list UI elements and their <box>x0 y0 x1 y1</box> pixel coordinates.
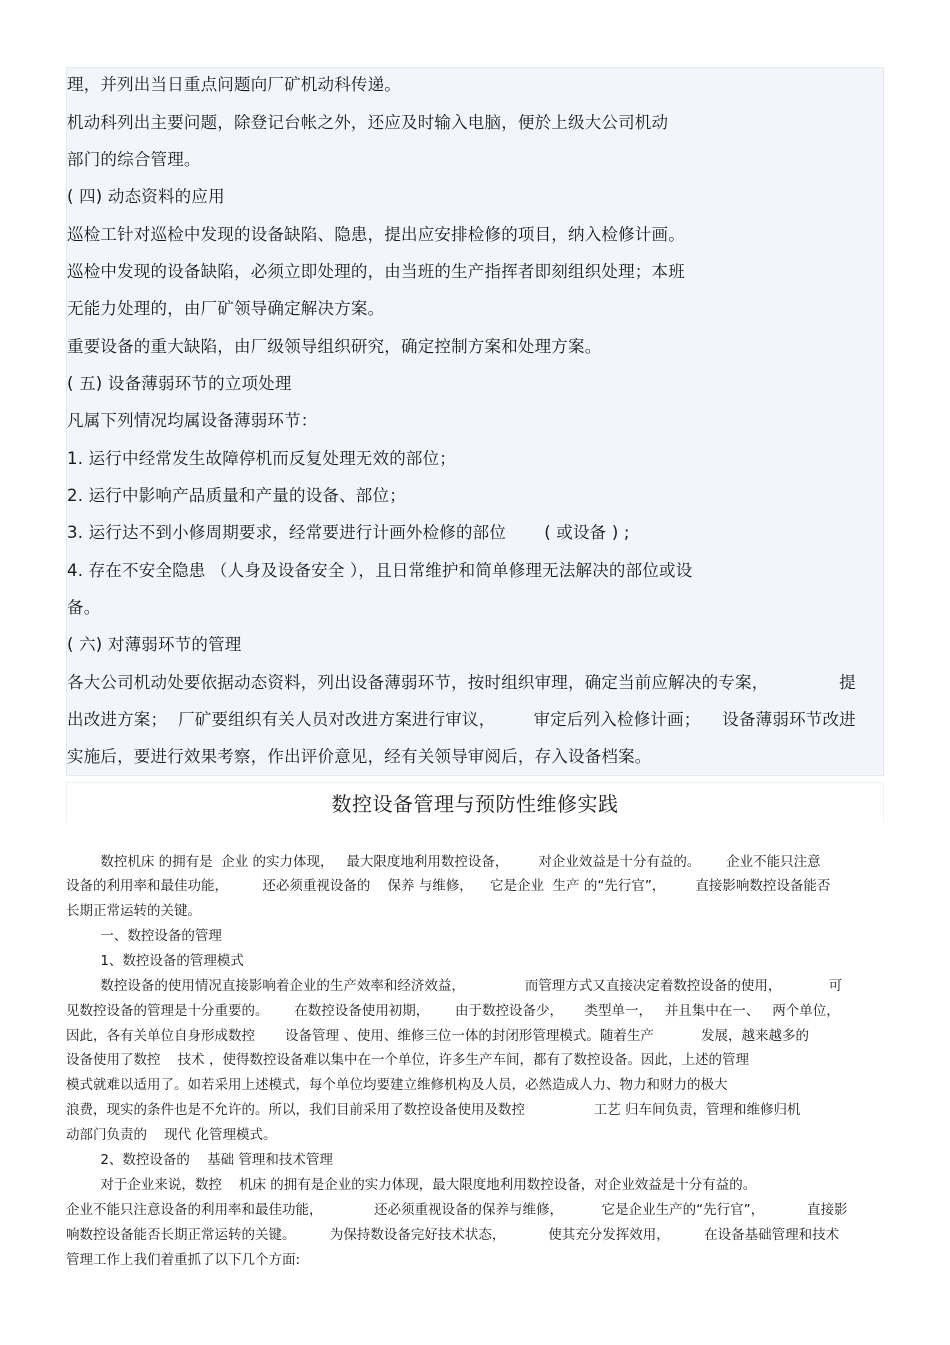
text-line: 数控设备的使用情况直接影响着企业的生产效率和经济效益， 而管理方式又直接决定着数控设备的使用， 可 <box>66 978 843 994</box>
subsection-heading: 2、数控设备的 基础 管理和技术管理 <box>66 1152 333 1168</box>
text-line: 因此，各有关单位自身形成数控 设备管理 、使用、维修三位一体的封闭形管理模式。随着生产 发展，越来越多的 <box>66 1028 810 1044</box>
text-line: 部门的综合管理。 <box>67 150 201 169</box>
text-line: 企业不能只注意设备的利用率和最佳功能， 还必须重视设备的保养与维修， 它是企业生产的“先行官”， 直接影 <box>66 1202 848 1218</box>
section-heading: ( 五) 设备薄弱环节的立项处理 <box>67 374 292 393</box>
text-line: 机动科列出主要问题，除登记台帐之外，还应及时输入电脑，便於上级大公司机动 <box>67 113 669 132</box>
section-heading: 一、数控设备的管理 <box>66 928 222 944</box>
text-line: 见数控设备的管理是十分重要的。 在数控设备使用初期， 由于数控设备少， 类型单一， 并且集中在一、 两个单位， <box>66 1003 840 1019</box>
text-line: 出改进方案； 厂矿要组织有关人员对改进方案进行审议， 审定后列入检修计画； 设备薄弱环节改进 <box>67 710 856 729</box>
text-line: 设备的利用率和最佳功能， 还必须重视设备的 保养 与维修， 它是企业 生产 的“先行官”， 直接影响数控设备能否 <box>66 878 831 894</box>
section-heading: ( 六) 对薄弱环节的管理 <box>67 635 242 654</box>
article-title-box <box>66 782 884 823</box>
text-line: 响数控设备能否长期正常运转的关键。 为保持数设备完好技术状态， 使其充分发挥效用， 在设备基础管理和技术 <box>66 1227 840 1243</box>
text-line: 对于企业来说，数控 机床 的拥有是企业的实力体现，最大限度地利用数控设备，对企业效益是十分有益的。 <box>66 1177 757 1193</box>
text-line: 理，并列出当日重点问题向厂矿机动科传递。 <box>67 75 401 94</box>
list-item: 1. 运行中经常发生故障停机而反复处理无效的部位； <box>67 449 456 468</box>
text-line: 长期正常运转的关键。 <box>66 903 201 919</box>
text-line: 无能力处理的，由厂矿领导确定解决方案。 <box>67 299 385 318</box>
text-line: 浪费，现实的条件也是不允许的。所以，我们目前采用了数控设备使用及数控 工艺 归车间负责，管理和维修归机 <box>66 1102 801 1118</box>
text-line: 凡属下列情况均属设备薄弱环节： <box>67 411 318 430</box>
text-line: 重要设备的重大缺陷，由厂级领导组织研究，确定控制方案和处理方案。 <box>67 337 602 356</box>
list-item: 2. 运行中影响产品质量和产量的设备、部位； <box>67 486 406 505</box>
subsection-heading: 1、数控设备的管理模式 <box>66 953 244 969</box>
list-item: 4. 存在不安全隐患 （人身及设备安全 ），且日常维护和简单修理无法解决的部位或设 <box>67 561 693 580</box>
section-heading: ( 四) 动态资料的应用 <box>67 187 225 206</box>
article-title: 数控设备管理与预防性维修实践 <box>331 792 619 816</box>
upper-text-block <box>66 67 884 776</box>
text-line: 数控机床 的拥有是 企业 的实力体现， 最大限度地利用数控设备， 对企业效益是十分有益的。 企业不能只注意 <box>66 854 821 870</box>
text-line: 巡检工针对巡检中发现的设备缺陷、隐患，提出应安排检修的项目，纳入检修计画。 <box>67 225 685 244</box>
text-line: 巡检中发现的设备缺陷，必须立即处理的，由当班的生产指挥者即刻组织处理；本班 <box>67 262 685 281</box>
text-line: 管理工作上我们着重抓了以下几个方面: <box>66 1252 301 1268</box>
text-line: 备。 <box>67 598 101 617</box>
text-line: 实施后，要进行效果考察，作出评价意见，经有关领导审阅后，存入设备档案。 <box>67 747 652 766</box>
text-line: 动部门负责的 现代 化管理模式。 <box>66 1127 277 1143</box>
list-item: 3. 运行达不到小修周期要求，经常要进行计画外检修的部位 ( 或设备 ) ; <box>67 523 630 542</box>
text-line: 模式就难以适用了。如若采用上述模式，每个单位均要建立维修机构及人员，必然造成人力、物力和财力的极大 <box>66 1077 728 1093</box>
text-line: 设备使用了数控 技术 ，使得数控设备难以集中在一个单位，许多生产车间，都有了数控设备。因此，上述的管理 <box>66 1052 749 1068</box>
text-line: 各大公司机动处要依据动态资料，列出设备薄弱环节，按时组织审理，确定当前应解决的专案， 提 <box>67 673 856 692</box>
